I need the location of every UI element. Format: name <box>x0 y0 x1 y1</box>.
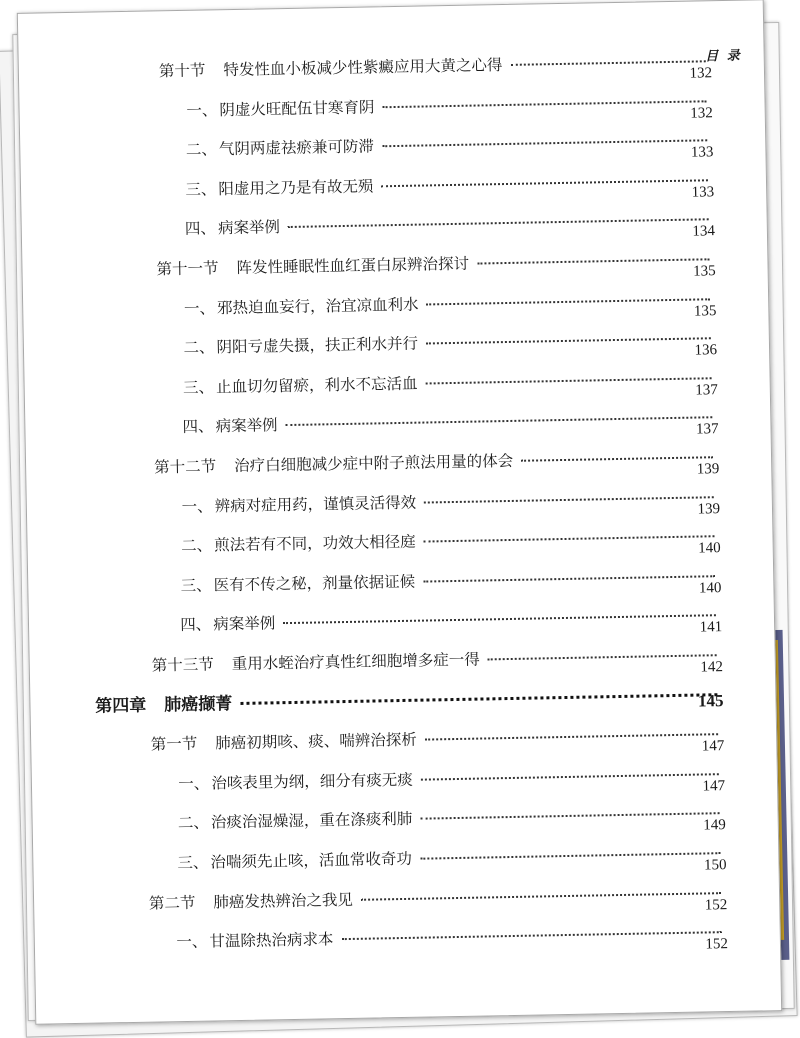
toc-page-number: 136 <box>694 342 718 359</box>
toc-page-number: 137 <box>695 381 718 399</box>
toc-item-row <box>182 408 718 440</box>
toc-entry-title: 肺癌发热辨治之我见 <box>213 890 354 912</box>
toc-entry-number: 二、 <box>185 140 218 160</box>
toc-entry-number: 四、 <box>180 615 212 635</box>
toc-entry-number: 一、 <box>183 298 216 318</box>
table-of-contents <box>19 50 764 953</box>
leader-dots <box>427 298 711 305</box>
toc-page-number: 140 <box>698 579 722 597</box>
toc-entry-title: 重用水蛭治疗真性红细胞增多症一得 <box>231 650 480 674</box>
toc-chapter-row <box>95 685 724 719</box>
toc-page-number: 150 <box>703 857 727 874</box>
toc-entry-number: 一、 <box>178 774 210 793</box>
leader-dots <box>420 813 719 820</box>
toc-entry-number: 第二节 <box>148 893 196 913</box>
toc-item-row <box>177 843 726 875</box>
toc-entry-title: 阴虚火旺配伍甘寒育阴 <box>219 97 375 119</box>
toc-entry-title: 阴阳亏虚失摄，扶正利水并行 <box>216 334 419 357</box>
leader-dots <box>288 219 709 229</box>
toc-item-row <box>178 803 726 835</box>
leader-dots <box>424 496 714 503</box>
leader-dots <box>341 931 721 940</box>
toc-page-number: 135 <box>692 263 716 280</box>
toc-entry-title: 医有不传之秘，剂量依据证候 <box>213 572 416 595</box>
toc-entry-number: 四、 <box>184 219 217 239</box>
toc-page-number: 132 <box>689 65 713 82</box>
toc-item-row <box>181 487 720 519</box>
toc-entry-title: 特发性血小板减少性紫癜应用大黄之心得 <box>223 56 503 80</box>
toc-entry-number: 第十三节 <box>151 655 214 675</box>
toc-section-row <box>159 51 712 83</box>
toc-entry-title: 治咳表里为纲，细分有痰无痰 <box>211 770 413 793</box>
toc-entry-title: 辨病对症用药，谨慎灵活得效 <box>214 493 417 515</box>
toc-page-number: 134 <box>692 223 716 240</box>
leader-dots <box>424 535 715 542</box>
toc-item-row <box>181 566 722 598</box>
toc-page-number: 145 <box>697 690 724 711</box>
toc-entry-title: 气阴两虚祛瘀兼可防滞 <box>218 137 375 159</box>
toc-entry-title: 阵发性睡眠性血红蛋白尿辨治探讨 <box>236 254 470 277</box>
toc-entry-number: 二、 <box>177 813 210 833</box>
toc-item-row <box>176 922 728 954</box>
toc-item-row <box>183 368 718 400</box>
toc-entry-number: 一、 <box>176 932 208 952</box>
toc-section-row <box>156 249 715 281</box>
toc-entry-title: 肺癌初期咳、痰、喘辨治探析 <box>215 730 417 753</box>
toc-entry-title: 病案举例 <box>217 218 281 238</box>
leader-dots <box>382 100 706 108</box>
toc-page-number: 141 <box>699 619 723 636</box>
toc-item-row <box>180 606 722 638</box>
toc-item-row <box>186 130 714 162</box>
toc-entry-number: 二、 <box>183 338 215 358</box>
toc-entry-number: 三、 <box>180 576 212 595</box>
toc-item-row <box>183 328 717 360</box>
toc-entry-title: 邪热迫血妄行，治宜凉血利水 <box>216 295 419 317</box>
toc-item-row <box>186 91 713 123</box>
toc-entry-title: 止血切勿留瘀，利水不忘活血 <box>215 374 418 397</box>
toc-entry-number: 三、 <box>185 180 217 199</box>
toc-page-number: 137 <box>695 421 719 438</box>
toc-page-number: 135 <box>693 302 717 320</box>
toc-page-number: 147 <box>701 738 725 755</box>
toc-page-number: 132 <box>690 104 713 122</box>
leader-dots <box>421 773 719 780</box>
toc-page-number: 140 <box>698 540 721 557</box>
toc-entry-number: 第十一节 <box>156 259 219 279</box>
leader-dots <box>286 417 713 427</box>
leader-dots <box>283 615 716 625</box>
leader-dots <box>426 377 712 384</box>
leader-dots <box>382 139 707 147</box>
toc-page-number: 147 <box>702 777 726 795</box>
toc-page-number: 133 <box>691 183 715 201</box>
toc-entry-number: 一、 <box>181 497 213 516</box>
toc-section-row <box>151 724 725 757</box>
toc-entry-number: 四、 <box>182 417 214 437</box>
toc-entry-number: 第十二节 <box>153 457 217 477</box>
toc-item-row <box>185 210 715 242</box>
toc-entry-title: 治喘须先止咳，活血常收奇功 <box>210 849 413 872</box>
toc-entry-title: 治痰治湿燥湿，重在涤痰利肺 <box>210 810 413 832</box>
toc-section-row <box>152 645 723 677</box>
leader-dots <box>381 179 708 187</box>
leader-dots <box>423 575 715 582</box>
toc-item-row <box>181 526 721 558</box>
leader-dots <box>361 892 721 901</box>
leader-dots <box>477 258 709 264</box>
toc-entry-title: 肺癌撷菁 <box>164 693 233 715</box>
toc-entry-title: 阳虚用之乃是有故无殒 <box>218 177 374 199</box>
leader-dots <box>510 60 705 66</box>
toc-item-row <box>184 289 717 321</box>
toc-page-number: 133 <box>690 144 714 161</box>
toc-page-number: 139 <box>697 500 721 518</box>
toc-entry-title: 煎法若有不同，功效大相径庭 <box>214 532 416 555</box>
running-header: 目 录 <box>705 48 742 65</box>
leader-dots <box>425 733 718 740</box>
toc-entry-number: 第一节 <box>150 734 198 754</box>
toc-item-row <box>178 764 725 796</box>
toc-entry-number: 第十节 <box>158 61 206 81</box>
toc-page <box>17 0 782 1025</box>
toc-section-row <box>149 883 728 916</box>
toc-entry-number: 三、 <box>177 853 209 873</box>
toc-entry-title: 甘温除热治病求本 <box>209 930 334 951</box>
toc-section-row <box>154 447 719 479</box>
toc-page-number: 139 <box>696 461 720 478</box>
leader-dots <box>426 337 711 344</box>
leader-dots <box>420 852 720 860</box>
toc-entry-number: 第四章 <box>95 695 147 717</box>
toc-item-row <box>185 170 714 202</box>
toc-entry-number: 三、 <box>182 378 215 397</box>
leader-dots <box>521 456 713 462</box>
toc-page-number: 142 <box>700 659 724 676</box>
toc-entry-number: 一、 <box>186 100 218 120</box>
leader-dots <box>240 693 717 705</box>
toc-entry-title: 病案举例 <box>215 416 278 436</box>
toc-entry-title: 病案举例 <box>213 614 276 634</box>
toc-entry-number: 二、 <box>181 536 213 556</box>
leader-dots <box>488 654 717 660</box>
toc-page-number: 149 <box>703 817 726 834</box>
toc-page-number: 152 <box>704 896 728 914</box>
toc-entry-title: 治疗白细胞减少症中附子煎法用量的体会 <box>233 451 514 476</box>
toc-page-number: 152 <box>705 936 729 953</box>
